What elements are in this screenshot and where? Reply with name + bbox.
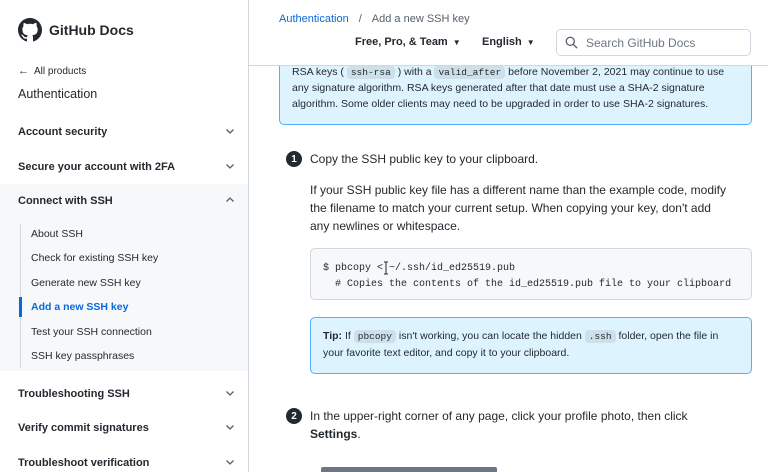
- note-text: RSA keys (: [292, 66, 344, 78]
- paragraph-line: the filename to match your current setup. When copying your key, don't add: [310, 201, 711, 215]
- inline-code: ssh-rsa: [347, 66, 395, 79]
- screenshot-image-edge: [321, 467, 497, 472]
- step-2-line-1: In the upper-right corner of any page, click your profile photo, then click: [310, 409, 688, 423]
- sidebar-group-troubleshoot-verification[interactable]: [0, 446, 249, 472]
- sidebar: [0, 0, 249, 472]
- github-logo-icon: [18, 18, 42, 42]
- code-block[interactable]: [310, 248, 752, 300]
- tip-line-2: your favorite text editor, and copy it to your clipboard.: [323, 347, 570, 359]
- note-line-3: algorithm. Some older clients may need to be upgraded in order to use SHA-2 signatures.: [292, 98, 709, 110]
- tip-label: Tip:: [323, 330, 343, 342]
- text-cursor-icon: [383, 261, 389, 275]
- version-picker[interactable]: [355, 36, 461, 48]
- sidebar-item-test-connection[interactable]: Test your SSH connection: [31, 326, 152, 338]
- sidebar-group-label: Connect with SSH: [18, 195, 113, 207]
- sidebar-group-verify-commits[interactable]: [0, 411, 249, 445]
- sidebar-item-check-existing-key[interactable]: Check for existing SSH key: [31, 252, 159, 264]
- settings-bold: Settings: [310, 427, 358, 441]
- version-picker-label: Free, Pro, & Team: [355, 36, 448, 48]
- arrow-left-icon: ←: [18, 65, 29, 77]
- breadcrumb-separator: /: [358, 13, 362, 25]
- sidebar-group-label: Troubleshoot verification: [18, 457, 150, 469]
- brand-link[interactable]: [18, 18, 134, 42]
- sidebar-group-troubleshooting-ssh[interactable]: [0, 377, 249, 411]
- note-callout: [279, 66, 752, 125]
- inline-code: valid_after: [434, 66, 505, 79]
- chevron-down-icon: [223, 455, 237, 469]
- current-page-marker: [19, 297, 22, 317]
- paragraph-line: any newlines or whitespace.: [310, 219, 461, 233]
- sidebar-item-passphrases[interactable]: SSH key passphrases: [31, 350, 135, 362]
- sidebar-group-label: Account security: [18, 126, 108, 138]
- language-picker-label: English: [482, 36, 522, 48]
- sidebar-group-connect-ssh[interactable]: [0, 184, 249, 218]
- note-text: ) with a: [397, 66, 432, 78]
- step-number-2: 2: [286, 408, 302, 424]
- search-input[interactable]: [586, 36, 746, 50]
- all-products-link[interactable]: [18, 65, 86, 77]
- breadcrumb-authentication[interactable]: Authentication: [279, 13, 349, 25]
- inline-code: pbcopy: [354, 330, 396, 343]
- note-text: before November 2, 2021 may continue to use: [508, 66, 725, 78]
- chevron-down-icon: [223, 159, 237, 173]
- tip-text: If: [344, 330, 351, 342]
- sidebar-item-generate-key[interactable]: Generate new SSH key: [31, 277, 141, 289]
- tip-text: folder, open the file in: [618, 330, 719, 342]
- code-line-2: # Copies the contents of the id_ed25519.pub file to your clipboard: [323, 279, 732, 290]
- step-number-1: 1: [286, 151, 302, 167]
- paragraph-line: If your SSH public key file has a different name than the example code, modify: [310, 183, 727, 197]
- chevron-up-icon: [223, 193, 237, 207]
- sidebar-item-add-ssh-key[interactable]: Add a new SSH key: [31, 301, 129, 313]
- sidebar-group-label: Troubleshooting SSH: [18, 388, 130, 400]
- step-1-paragraph: [310, 181, 750, 235]
- caret-down-icon: ▼: [452, 37, 461, 47]
- article-content: [249, 66, 768, 472]
- tip-callout: [310, 317, 752, 374]
- ssh-subnav: [0, 218, 249, 371]
- inline-code: .ssh: [585, 330, 616, 343]
- sidebar-group-2fa[interactable]: [0, 150, 249, 184]
- caret-down-icon: ▼: [526, 37, 535, 47]
- breadcrumb: [279, 13, 470, 25]
- chevron-down-icon: [223, 124, 237, 138]
- language-picker[interactable]: [482, 36, 535, 48]
- all-products-label: All products: [34, 65, 87, 77]
- search-box[interactable]: [556, 29, 751, 56]
- step-2-line-2: [310, 425, 688, 443]
- sidebar-group-label: Verify commit signatures: [18, 422, 149, 434]
- step-2-text: [310, 407, 688, 443]
- chevron-down-icon: [223, 386, 237, 400]
- top-bar: [249, 0, 768, 66]
- step-2-period: .: [357, 427, 361, 441]
- sidebar-item-about-ssh[interactable]: About SSH: [31, 228, 83, 240]
- sidebar-group-account-security[interactable]: [0, 115, 249, 149]
- sidebar-section-title[interactable]: Authentication: [18, 87, 98, 101]
- tip-line-1: [323, 328, 718, 345]
- brand-name: GitHub Docs: [49, 22, 134, 38]
- code-line-1: $ pbcopy < ~/.ssh/id_ed25519.pub: [323, 263, 516, 274]
- search-icon: [565, 36, 578, 49]
- chevron-down-icon: [223, 420, 237, 434]
- breadcrumb-current[interactable]: Add a new SSH key: [371, 13, 470, 25]
- step-1-title: Copy the SSH public key to your clipboard.: [310, 152, 539, 166]
- tip-text: isn't working, you can locate the hidden: [398, 330, 582, 342]
- subnav-rail: [20, 224, 21, 368]
- note-line-2: any signature algorithm. RSA keys generated after that date must use a SHA-2 signature: [292, 82, 705, 94]
- sidebar-group-label: Secure your account with 2FA: [18, 161, 176, 173]
